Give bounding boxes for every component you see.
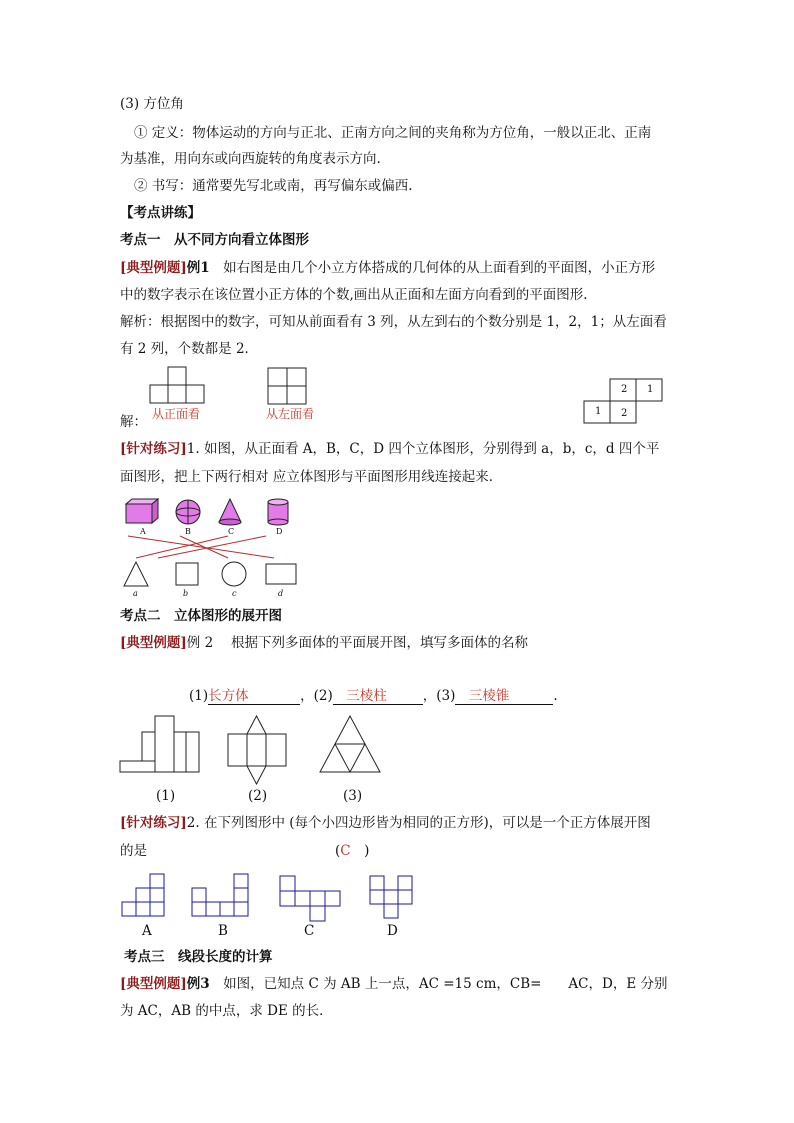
option-label: D [387, 923, 398, 939]
front-view-label: 从正面看 [152, 407, 201, 421]
circle-shape [222, 562, 246, 586]
grid-number: 2 [621, 408, 628, 419]
option-label: C [304, 923, 315, 939]
drill1-line-1 [120, 443, 659, 457]
answer-blank-3: 三棱锥 [455, 690, 553, 705]
kp1-analysis-line-2: 有 2 列，个数都是 2． [120, 341, 259, 357]
answer-choice-value: C [340, 843, 351, 859]
kp3-question-line-1 [120, 978, 667, 992]
solids-matching-figure [118, 496, 308, 600]
kp2-question [120, 637, 528, 651]
example-number: 例3 [186, 976, 210, 992]
net-label: (1) [156, 788, 176, 804]
rectangle-shape [266, 564, 296, 584]
solution-label: 解： [120, 414, 147, 430]
drill-tag: [针对练习] [120, 815, 187, 831]
kp2-answer-line: (1)长方体 ，(2) 三棱柱 ，(3) 三棱锥 . [189, 688, 558, 704]
option-c-net [280, 876, 340, 921]
drill2-line-2: 的是 [120, 843, 147, 859]
drill-tag: [针对练习] [120, 441, 187, 457]
grid-number: 2 [621, 384, 628, 395]
option-label: B [218, 923, 228, 939]
polyhedron-nets-figure [120, 712, 390, 790]
solid-label: C [228, 527, 235, 536]
kp3-question-line-2: 为 AC，AB 的中点，求 DE 的长． [120, 1003, 333, 1019]
kp1-question-line-1 [120, 262, 655, 276]
kp1-question-line-2: 中的数字表示在该位置小正方体的个数,画出从正面和左面方向看到的平面图形. [120, 287, 588, 303]
practice-header: 【考点讲练】 [120, 205, 201, 221]
sphere-solid [176, 500, 200, 524]
drill-text: 1. 如图，从正面看 A，B，C，D 四个立体图形，分别得到 a，b，c，d 四个平 [186, 441, 660, 457]
front-view-figure [150, 366, 210, 406]
left-view-figure [268, 368, 308, 408]
drill-text: 2. 在下列图形中 (每个小四边形皆为相同的正方形)，可以是一个正方体展开图 [186, 815, 651, 831]
option-a-net [122, 874, 164, 916]
section-title: (3) 方位角 [120, 96, 184, 112]
solid-label: D [276, 527, 283, 536]
question-text: 如右图是由几个小立方体搭成的几何体的从上面看到的平面图，小正方形 [209, 260, 656, 276]
kp1-title: 考点一 从不同方向看立体图形 [120, 232, 309, 248]
net-label: (2) [248, 788, 268, 804]
grid-number: 1 [595, 406, 602, 417]
drill1-line-2: 面图形，把上下两行相对 应立体图形与平面图形用线连接起来． [120, 469, 503, 485]
answer-prefix: ，(2) [300, 688, 333, 704]
plane-label: b [183, 589, 189, 598]
square-shape [176, 563, 198, 585]
cuboid-net [120, 716, 199, 772]
left-view-label: 从左面看 [266, 407, 315, 421]
kp2-title: 考点二 立体图形的展开图 [120, 608, 282, 624]
answer-blank-1: 长方体 [208, 690, 300, 705]
cylinder-solid [268, 499, 288, 525]
plane-label: a [133, 589, 138, 598]
solid-label: A [140, 527, 146, 536]
definition-line-2: 为基准，用向东或向西旋转的角度表示方向. [120, 151, 381, 167]
example-tag: [典型例题] [120, 635, 187, 651]
question-text: 如图，已知点 C 为 AB 上一点，AC =15 cm，CB= AC，D，E 分别 [209, 976, 668, 992]
plane-label: c [232, 589, 237, 598]
example-number: 例1 [186, 260, 210, 276]
kp3-title: 考点三 线段长度的计算 [124, 949, 273, 965]
option-b-net [192, 874, 248, 916]
answer-blank-2: 三棱柱 [333, 690, 423, 705]
plane-label: d [278, 589, 284, 598]
cube-net-options [120, 872, 420, 922]
solid-label: B [185, 527, 191, 536]
option-label: A [142, 923, 152, 939]
pyramid-net [320, 716, 380, 772]
kp1-analysis-line-1: 解析：根据图中的数字，可知从前面看有 3 列，从左到右的个数分别是 1，2，1；从左面看 [120, 314, 667, 330]
triangle-shape [124, 562, 148, 586]
answer-prefix: (1) [189, 688, 209, 704]
example-tag: [典型例题] [120, 260, 187, 276]
cone-solid [219, 499, 241, 525]
answer-prefix: ，(3) [422, 688, 456, 704]
drill2-line-1 [120, 817, 651, 831]
writing-rule: ② 书写：通常要先写北或南，再写偏东或偏西. [134, 178, 413, 194]
definition-line-1: ① 定义：物体运动的方向与正北、正南方向之间的夹角称为方位角，一般以正北、正南 [134, 125, 652, 141]
grid-number: 1 [647, 384, 654, 395]
example-tag: [典型例题] [120, 976, 187, 992]
cuboid-solid [126, 499, 158, 523]
question-text: 例 2 根据下列多面体的平面展开图，填写多面体的名称 [186, 635, 528, 651]
answer-choice: (C ) [335, 843, 370, 859]
net-label: (3) [343, 788, 363, 804]
option-d-net [370, 876, 412, 918]
prism-net [228, 716, 286, 784]
